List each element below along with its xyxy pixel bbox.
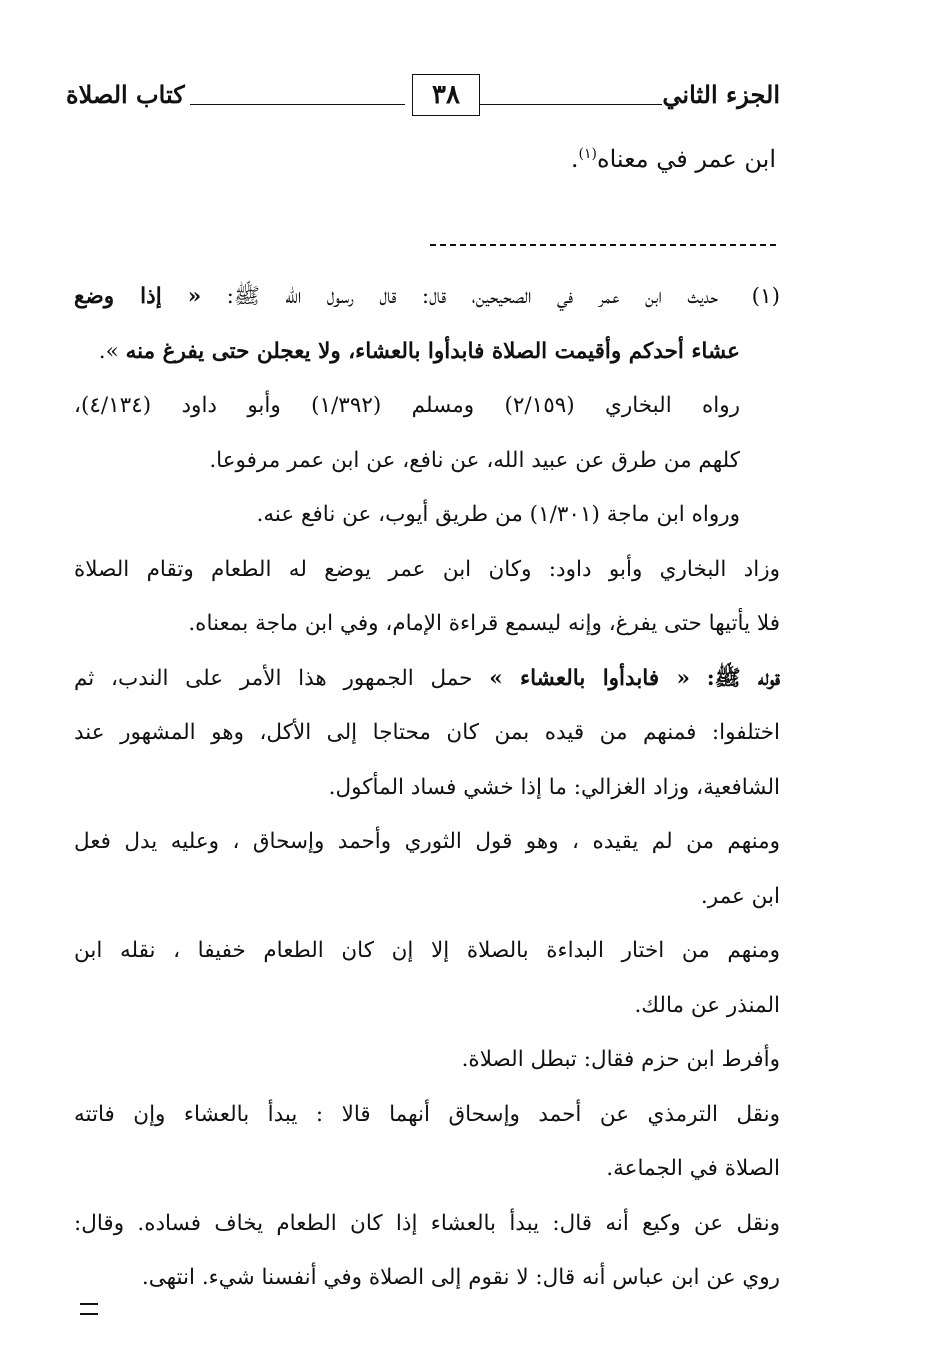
header-rule-left: [190, 104, 405, 105]
footnote-line: كلهم من طرق عن عبيد الله، عن نافع، عن ابن عمر مرفوعا.: [209, 447, 740, 473]
footnote-line: الشافعية، وزاد الغزالي: ما إذا خشي فساد المأكول.: [328, 774, 780, 800]
quote-intro: قوله ﷺ:: [706, 665, 780, 691]
hadith-quote: « فابدأوا بالعشاء »: [489, 665, 690, 691]
footnote-text: ».: [98, 338, 119, 364]
hadith-quote: « إذا وضع: [74, 284, 202, 309]
footnote-line: ومنهم من لم يقيده ، وهو قول الثوري وأحمد وإسحاق ، وعليه يدل فعل: [74, 829, 780, 854]
running-head-book: كتاب الصلاة: [66, 80, 185, 109]
footnote-text: حمل الجمهور هذا الأمر على الندب، ثم: [74, 665, 473, 691]
page-header: [60, 74, 780, 124]
footnote-marker: (١): [751, 284, 780, 309]
hadith-quote: عشاء أحدكم وأقيمت الصلاة فابدأوا بالعشاء، ولا يعجلن حتى يفرغ منه: [125, 338, 740, 364]
footnote-line: المنذر عن مالك.: [634, 992, 780, 1018]
footnote-text: حديث ابن عمر في الصحيحين، قال: قال رسول الله ﷺ:: [226, 284, 719, 309]
footnote-line: ابن عمر.: [700, 883, 780, 909]
footnote-line: رواه البخاري (٢/١٥٩) ومسلم (١/٣٩٢) وأبو داود (٤/١٣٤)،: [74, 393, 740, 418]
footnote-line: [74, 270, 780, 325]
footnote-line: فلا يأتيها حتى يفرغ، وإنه ليسمع قراءة الإمام، وفي ابن ماجة بمعناه.: [188, 611, 780, 636]
footnote-separator: [430, 244, 776, 246]
footnote-line: [74, 325, 780, 380]
header-rule-right: [480, 104, 662, 105]
main-text-end: .: [570, 145, 579, 173]
footnote-reference: (١): [578, 146, 598, 162]
footnote-block: [74, 270, 780, 1306]
running-head-part: الجزء الثاني: [662, 80, 780, 109]
footnote-line: ونقل عن وكيع أنه قال: يبدأ بالعشاء إذا كان الطعام يخاف فساده. وقال:: [74, 1210, 780, 1236]
continuation-mark: [80, 1303, 98, 1315]
main-text: [571, 145, 776, 173]
footnote-line: اختلفوا: فمنهم من قيده بمن كان محتاجا إلى الأكل، وهو المشهور عند: [74, 720, 780, 745]
footnote-line: ورواه ابن ماجة (١/٣٠١) من طريق أيوب، عن نافع عنه.: [256, 502, 740, 527]
footnote-line: ومنهم من اختار البداءة بالصلاة إلا إن كان الطعام خفيفا ، نقله ابن: [74, 938, 780, 963]
footnote-line: وزاد البخاري وأبو داود: وكان ابن عمر يوضع له الطعام وتقام الصلاة: [74, 556, 780, 582]
footnote-line: الصلاة في الجماعة.: [606, 1156, 780, 1181]
page-number: ٣٨: [412, 74, 480, 116]
footnote-line: ونقل الترمذي عن أحمد وإسحاق أنهما قالا : يبدأ بالعشاء وإن فاتته: [74, 1101, 780, 1127]
footnote-line: [74, 652, 780, 707]
main-text-body: ابن عمر في معناه: [597, 145, 776, 173]
footnote-line: وأفرط ابن حزم فقال: تبطل الصلاة.: [461, 1047, 780, 1072]
footnote-line: روي عن ابن عباس أنه قال: لا نقوم إلى الصلاة وفي أنفسنا شيء. انتهى.: [141, 1265, 780, 1290]
